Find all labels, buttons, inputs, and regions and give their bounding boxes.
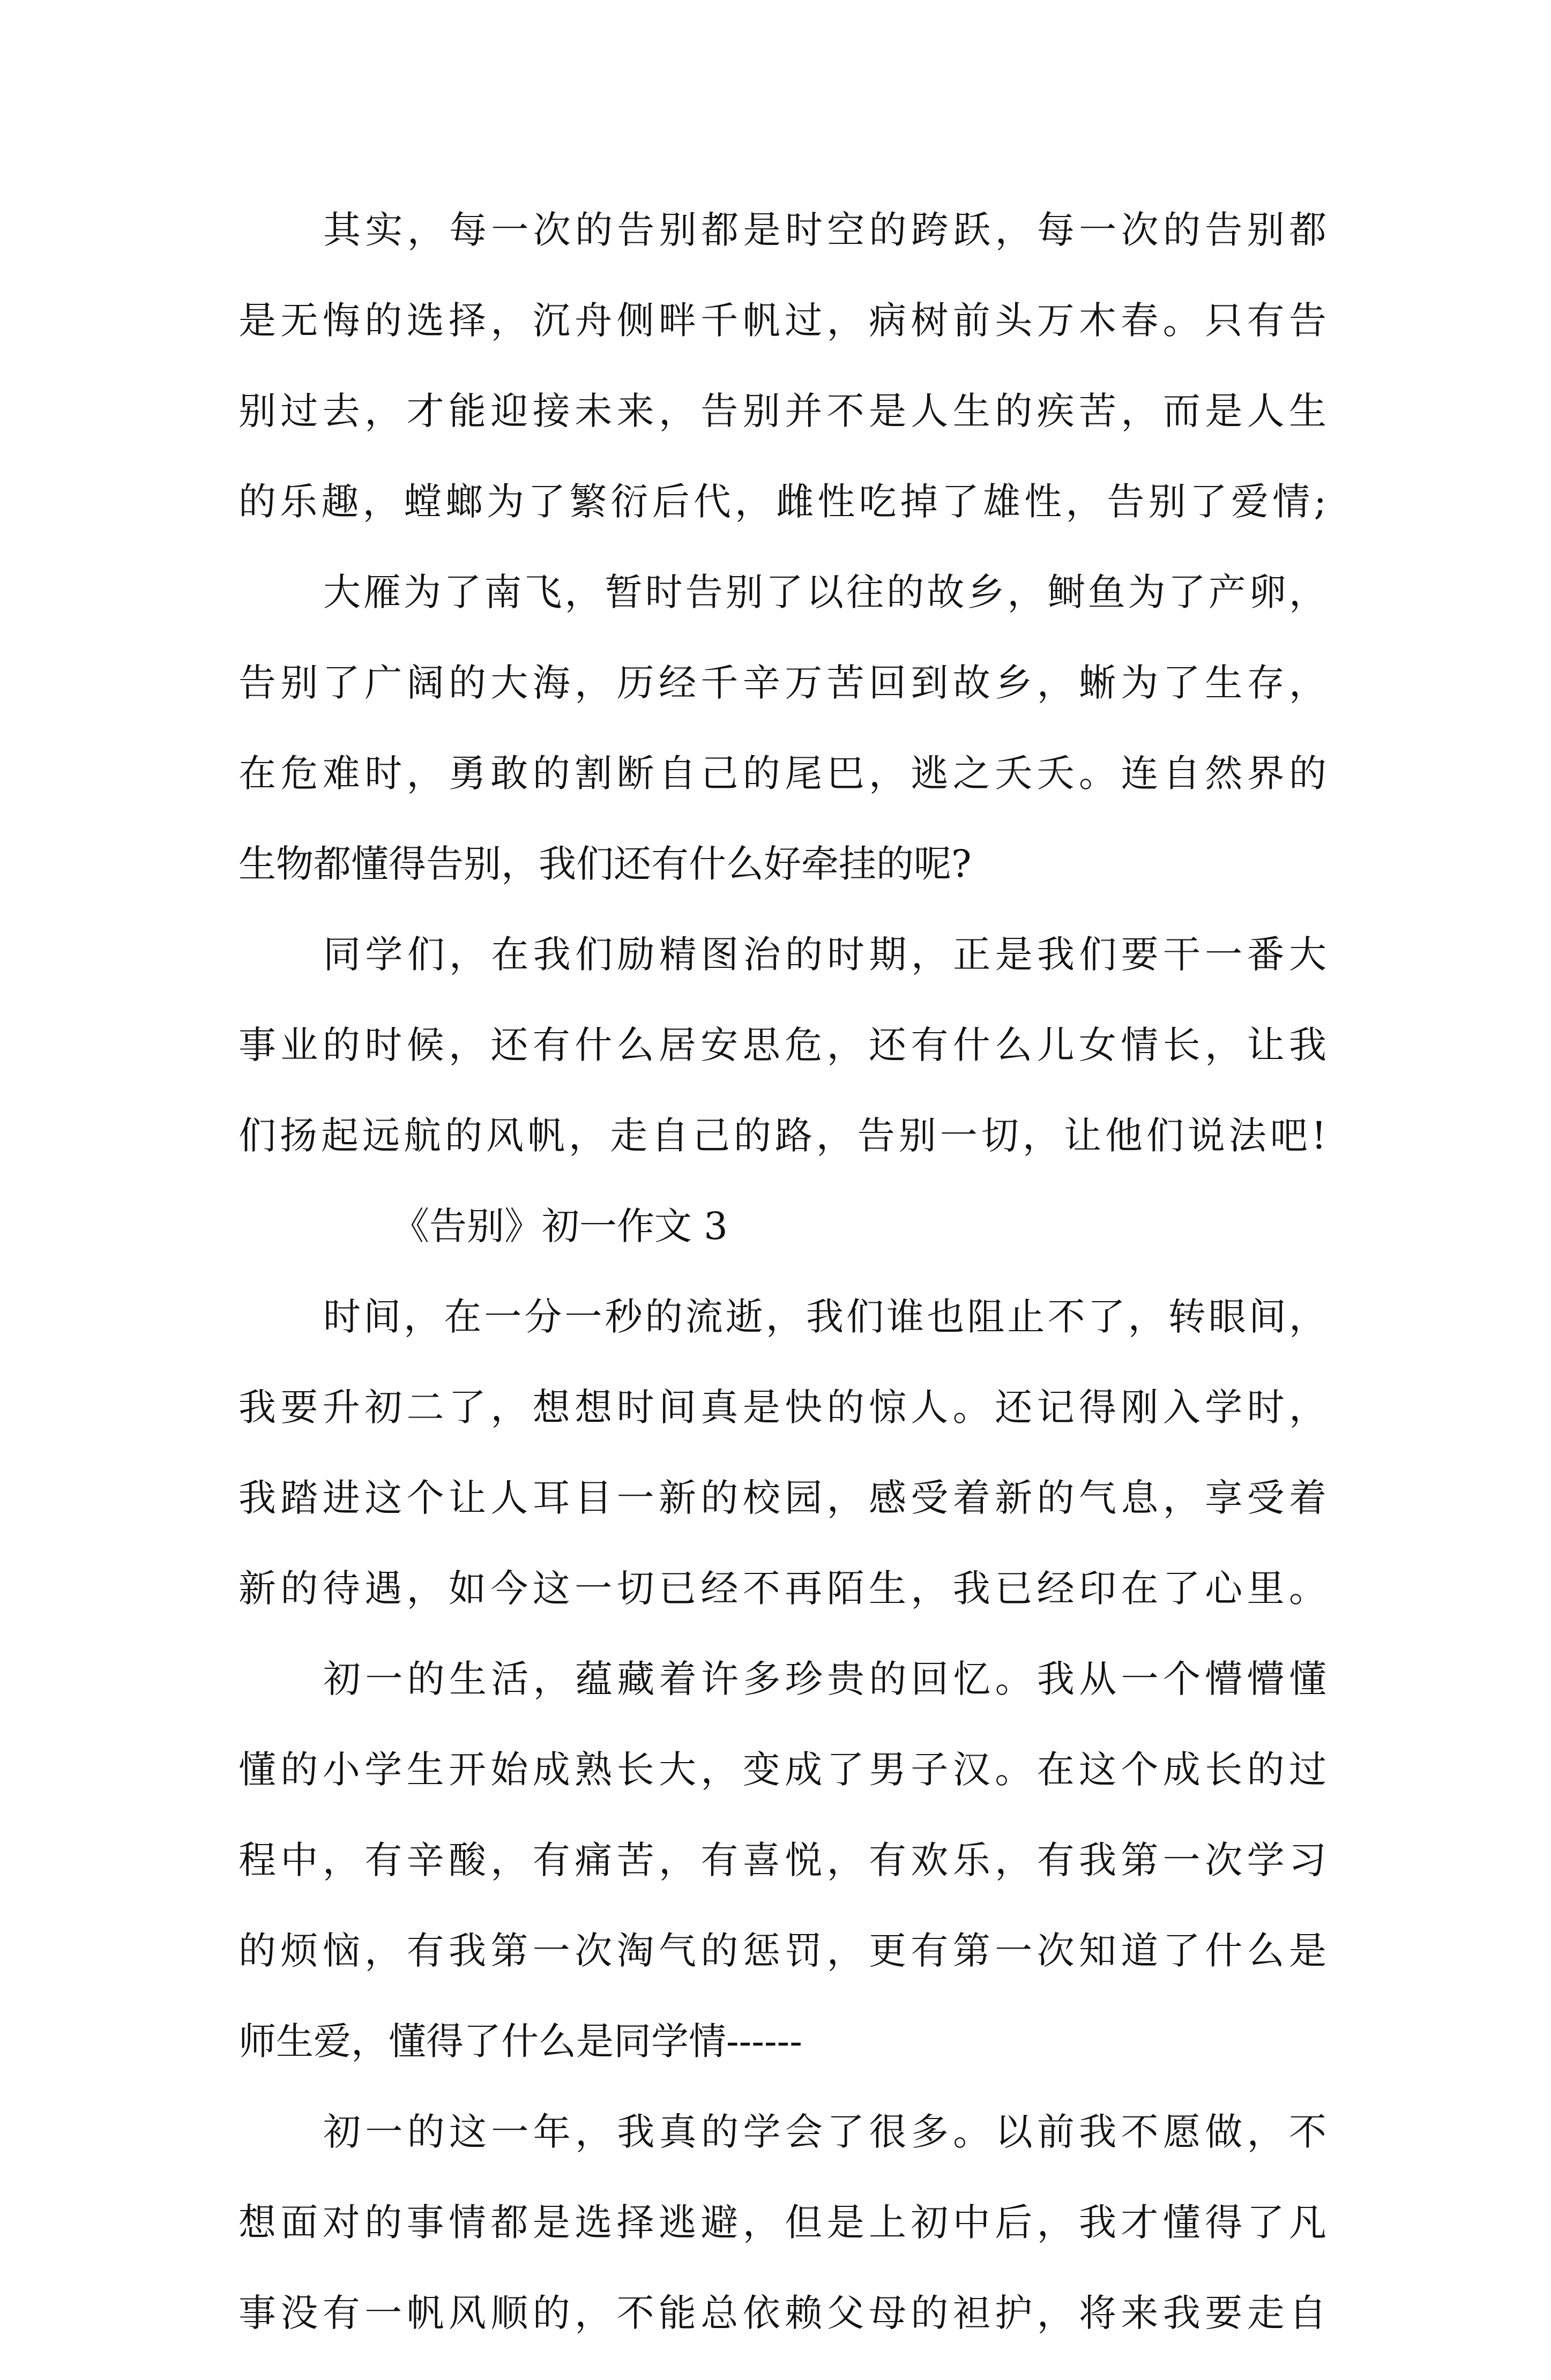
paragraph-line: 初一的生活，蕴藏着许多珍贵的回忆。我从一个懵懵懂 — [323, 1657, 1326, 1701]
paragraph-line: 初一的这一年，我真的学会了很多。以前我不愿做，不 — [323, 2110, 1326, 2154]
paragraph-line: 们扬起远航的风帆，走自己的路，告别一切，让他们说法吧! — [238, 1114, 1326, 1158]
paragraph-line: 想面对的事情都是选择逃避，但是上初中后，我才懂得了凡 — [238, 2200, 1326, 2244]
paragraph-line: 新的待遇，如今这一切已经不再陌生，我已经印在了心里。 — [238, 1566, 1326, 1610]
paragraph-line: 我踏进这个让人耳目一新的校园，感受着新的气息，享受着 — [238, 1476, 1326, 1520]
paragraph-line: 事没有一帆风顺的，不能总依赖父母的袒护，将来我要走自 — [238, 2291, 1326, 2335]
paragraph-line: 时间，在一分一秒的流逝，我们谁也阻止不了，转眼间， — [323, 1295, 1326, 1339]
paragraph-line: 同学们，在我们励精图治的时期，正是我们要干一番大 — [323, 932, 1326, 976]
paragraph-line: 我要升初二了，想想时间真是快的惊人。还记得刚入学时， — [238, 1385, 1326, 1429]
paragraph-line: 其实，每一次的告别都是时空的跨跃，每一次的告别都 — [323, 208, 1326, 252]
paragraph-line: 生物都懂得告别，我们还有什么好牵挂的呢? — [238, 842, 972, 886]
paragraph-line: 事业的时候，还有什么居安思危，还有什么儿女情长，让我 — [238, 1023, 1326, 1067]
paragraph-line: 告别了广阔的大海，历经千辛万苦回到故乡，蜥为了生存， — [238, 661, 1326, 705]
document-page — [238, 206, 1326, 2380]
paragraph-line: 别过去，才能迎接未来，告别并不是人生的疾苦，而是人生 — [238, 389, 1326, 433]
paragraph-line: 的烦恼，有我第一次淘气的惩罚，更有第一次知道了什么是 — [238, 1929, 1326, 1973]
paragraph-line: 师生爱，懂得了什么是同学情------ — [238, 2019, 802, 2063]
paragraph-line: 程中，有辛酸，有痛苦，有喜悦，有欢乐，有我第一次学习 — [238, 1838, 1326, 1882]
paragraph-line: 的乐趣，螳螂为了繁衍后代，雌性吃掉了雄性，告别了爱情; — [238, 480, 1326, 524]
paragraph-line: 大雁为了南飞，暂时告别了以往的故乡，鲥鱼为了产卵， — [323, 570, 1326, 614]
paragraph-line: 在危难时，勇敢的割断自己的尾巴，逃之夭夭。连自然界的 — [238, 751, 1326, 795]
section-heading: 《告别》初一作文 3 — [392, 1204, 728, 1248]
paragraph-line: 懂的小学生开始成熟长大，变成了男子汉。在这个成长的过 — [238, 1748, 1326, 1792]
paragraph-line: 是无悔的选择，沉舟侧畔千帆过，病树前头万木春。只有告 — [238, 299, 1326, 342]
